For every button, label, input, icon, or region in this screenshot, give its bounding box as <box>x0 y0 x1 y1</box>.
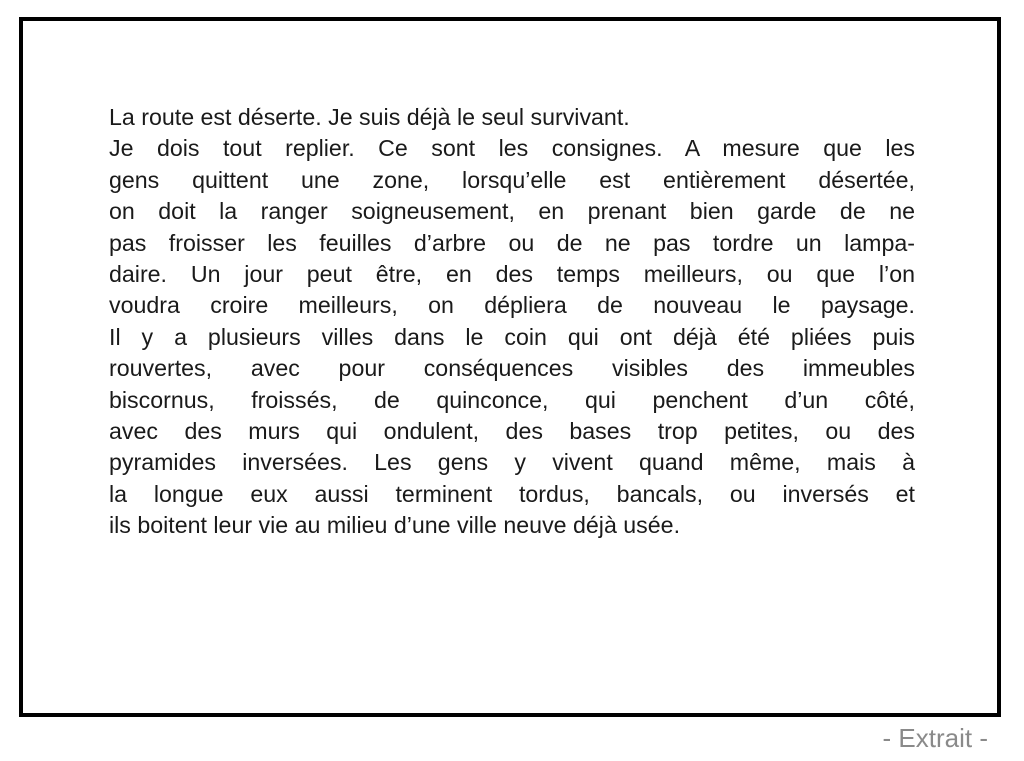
text-line: rouvertes, avec pour conséquences visibles des immeubles <box>109 355 915 382</box>
text-line: biscornus, froissés, de quinconce, qui penchent d’un côté, <box>109 386 915 413</box>
text-line: La route est déserte. Je suis déjà le seul survivant. <box>109 104 630 130</box>
text-line: pyramides inversées. Les gens y vivent quand même, mais à <box>109 449 915 476</box>
text-excerpt <box>109 102 915 541</box>
text-line: ils boitent leur vie au milieu d’une ville neuve déjà usée. <box>109 512 681 539</box>
page-frame <box>19 17 1001 717</box>
text-line: voudra croire meilleurs, on dépliera de nouveau le paysage. <box>109 292 915 319</box>
text-line: gens quittent une zone, lorsqu’elle est entièrement désertée, <box>109 166 915 193</box>
text-line: la longue eux aussi terminent tordus, bancals, ou inversés et <box>109 480 915 507</box>
text-line: daire. Un jour peut être, en des temps meilleurs, ou que l’on <box>109 260 915 287</box>
text-line: on doit la ranger soigneusement, en prenant bien garde de ne <box>109 198 915 225</box>
text-line: Je dois tout replier. Ce sont les consignes. A mesure que les <box>109 135 915 162</box>
excerpt-caption: - Extrait - <box>882 723 988 753</box>
text-line: avec des murs qui ondulent, des bases trop petites, ou des <box>109 417 915 444</box>
text-line: pas froisser les feuilles d’arbre ou de ne pas tordre un lampa- <box>109 229 915 256</box>
text-line: Il y a plusieurs villes dans le coin qui ont déjà été pliées puis <box>109 323 915 350</box>
